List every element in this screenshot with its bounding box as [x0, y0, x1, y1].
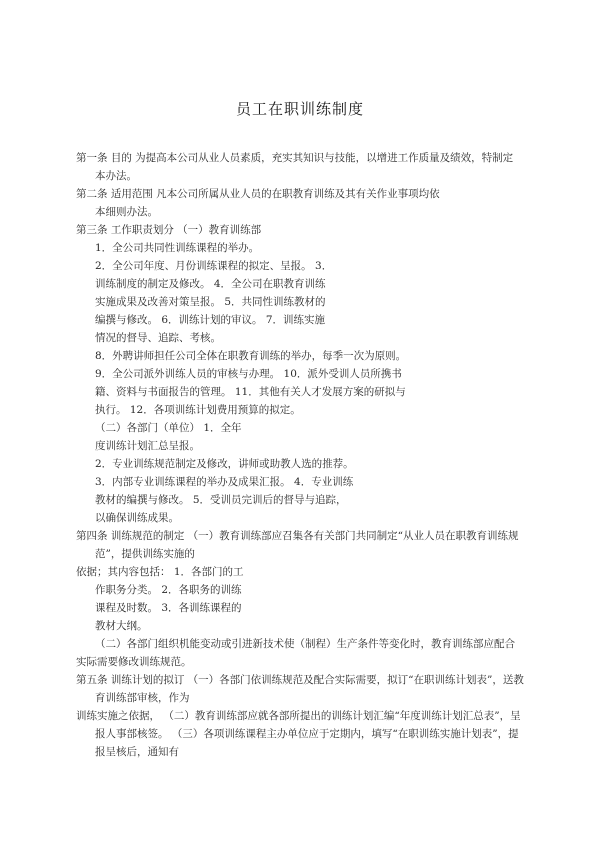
text-line: 8．外聘讲师担任公司全体在职教育训练的举办，每季一次为原则。 [95, 350, 407, 362]
text-line: 度训练计划汇总呈报。 [95, 440, 200, 452]
text-line: 实际需要修改训练规范。 [76, 656, 192, 668]
text-line: 第一条 目的 为提高本公司从业人员素质，充实其知识与技能，以增进工作质量及绩效，特制定 [76, 152, 514, 164]
text-line: 执行。 12．各项训练计划费用预算的拟定。 [95, 404, 301, 416]
text-line: 第三条 工作职责划分 （一）教育训练部 [76, 224, 262, 236]
text-line: 情况的督导、追踪、考核。 [95, 332, 221, 344]
text-line: 第四条 训练规范的制定 （一）教育训练部应召集各有关部门共同制定“从业人员在职教育训练规 [76, 530, 519, 542]
document-title: 员工在职训练制度 [235, 100, 364, 118]
text-line: 实施成果及改善对策呈报。 5．共同性训练教材的 [95, 296, 326, 308]
text-line: 本办法。 [95, 170, 137, 182]
text-line: 2．全公司年度、月份训练课程的拟定、呈报。 3． [95, 260, 333, 272]
text-line: 第五条 训练计划的拟订 （一）各部门依训练规范及配合实际需要，拟订“在职训练计划表”，送教 [76, 674, 524, 686]
text-line: 本细则办法。 [95, 206, 158, 218]
text-line: 9．全公司派外训练人员的审核与办理。 10．派外受训人员所携书 [95, 368, 402, 380]
text-line: 训练实施之依据， （二）教育训练部应就各部所提出的训练计划汇编“年度训练计划汇总表”，呈 [76, 710, 521, 722]
text-line: 1．全公司共同性训练课程的举办。 [95, 242, 260, 254]
text-line: 编撰与修改。 6．训练计划的审议。 7．训练实施 [95, 314, 326, 326]
text-line: 以确保训练成果。 [95, 512, 179, 524]
text-line: 课程及时数。 3．各训练课程的 [95, 602, 242, 614]
text-line: 2．专业训练规范制定及修改，讲师或助教人选的推荐。 [95, 458, 354, 470]
text-line: 训练制度的制定及修改。 4．全公司在职教育训练 [95, 278, 326, 290]
text-line: 育训练部审核，作为 [95, 692, 190, 704]
text-line: 教材的编撰与修改。 5．受训员完训后的督导与追踪， [95, 494, 347, 506]
text-line: 第二条 适用范围 凡本公司所属从业人员的在职教育训练及其有关作业事项均依 [76, 188, 440, 200]
text-line: （二）各部门（单位） 1．全年 [95, 422, 242, 434]
text-line: 作职务分类。 2．各职务的训练 [95, 584, 242, 596]
text-line: （二）各部门组织机能变动或引进新技术使（制程）生产条件等变化时，教育训练部应配合 [95, 638, 515, 650]
text-line: 教材大纲。 [95, 620, 148, 632]
text-line: 报呈核后，通知有 [95, 746, 179, 758]
text-line: 范”，提供训练实施的 [95, 548, 195, 560]
text-line: 籍、资料与书面报告的管理。 11．其他有关人才发展方案的研拟与 [95, 386, 406, 398]
text-line: 依据；其内容包括： 1．各部门的工 [76, 566, 244, 578]
text-line: 3．内部专业训练课程的举办及成果汇报。 4．专业训练 [95, 476, 354, 488]
text-line: 报人事部核签。 （三）各项训练课程主办单位应于定期内，填写“在职训练实施计划表”，提 [95, 728, 519, 740]
